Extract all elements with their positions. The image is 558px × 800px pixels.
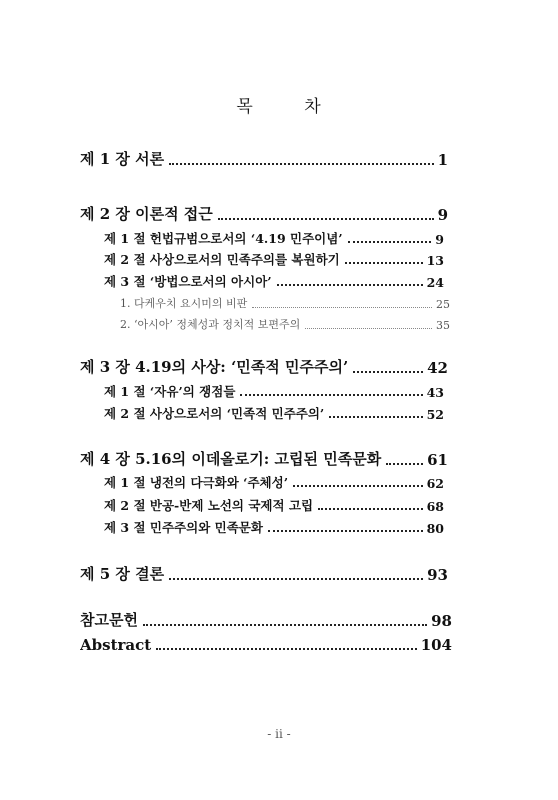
toc-entry-label: 2. ‘아시아’ 정체성과 정치적 보편주의: [120, 318, 301, 331]
toc-entry-subsection-2-3-2[interactable]: [120, 316, 450, 332]
toc-entry-label: 제 2 절 사상으로서의 민족주의를 복원하기: [104, 252, 340, 267]
toc-entry-section-3-1[interactable]: [104, 382, 444, 400]
dot-leader: [169, 578, 423, 580]
dot-leader: [345, 262, 423, 264]
dot-leader: [353, 371, 423, 373]
toc-entry-label: 제 3 절 ‘방법으로서의 아시아’: [104, 274, 272, 289]
toc-entry-section-3-2[interactable]: [104, 404, 444, 422]
toc-entry-label: 제 1 절 ‘자유’의 쟁점들: [104, 384, 236, 399]
toc-entry-page: 35: [436, 319, 450, 332]
toc-entry-chapter-4[interactable]: [80, 448, 448, 469]
dot-leader: [329, 416, 422, 418]
toc-entry-label: 제 5 장 결론: [80, 565, 165, 583]
dot-leader: [169, 163, 433, 165]
toc-entry-page: 9: [437, 206, 448, 224]
dot-leader: [277, 284, 423, 286]
toc-entry-section-2-3[interactable]: [104, 272, 444, 290]
dot-leader: [305, 328, 432, 329]
dot-leader: [252, 307, 432, 308]
dot-leader: [293, 485, 423, 487]
toc-entry-label: 제 3 장 4.19의 사상: ‘민족적 민주주의’: [80, 358, 349, 376]
toc-entry-page: 42: [427, 359, 448, 377]
toc-entry-page: 52: [426, 407, 444, 422]
dot-leader: [386, 463, 423, 465]
page-title: [0, 92, 558, 117]
page-title-part2: 차: [304, 97, 322, 117]
toc-entry-page: 13: [426, 253, 444, 268]
page-number: - ii -: [267, 727, 291, 741]
toc-entry-section-4-1[interactable]: [104, 473, 444, 491]
toc-entry-label: 참고문헌: [80, 611, 138, 629]
toc-entry-label: 제 3 절 민주주의와 민족문화: [104, 520, 263, 535]
toc-entry-page: 1: [437, 151, 448, 169]
toc-entry-label: 제 2 장 이론적 접근: [80, 205, 213, 223]
toc-entry-label: 제 1 절 냉전의 다극화와 ‘주체성’: [104, 475, 289, 490]
toc-entry-label: Abstract: [80, 636, 152, 654]
dot-leader: [143, 624, 427, 626]
toc-entry-page: 104: [420, 636, 452, 654]
toc-entry-label: 제 2 절 반공-반제 노선의 국제적 고립: [104, 498, 314, 513]
page-title-part1: 목: [236, 97, 254, 117]
toc-entry-references[interactable]: [80, 609, 452, 630]
toc-entry-page: 62: [426, 476, 444, 491]
dot-leader: [348, 241, 432, 243]
toc-entry-label: 제 1 장 서론: [80, 150, 165, 168]
toc-entry-label: 제 1 절 헌법규범으로서의 ‘4.19 민주이념’: [104, 231, 343, 246]
toc-entry-section-2-1[interactable]: [104, 229, 444, 247]
toc-entry-page: 80: [426, 521, 444, 536]
dot-leader: [218, 218, 434, 220]
toc-entry-section-4-3[interactable]: [104, 518, 444, 536]
toc-entry-section-2-2[interactable]: [104, 250, 444, 268]
toc-entry-page: 9: [435, 232, 444, 247]
toc-entry-chapter-1[interactable]: [80, 148, 448, 169]
toc-entry-chapter-2[interactable]: [80, 203, 448, 224]
toc-entry-page: 61: [427, 451, 448, 469]
toc-entry-section-4-2[interactable]: [104, 496, 444, 514]
toc-entry-label: 제 4 장 5.16의 이데올로기: 고립된 민족문화: [80, 450, 382, 468]
toc-entry-page: 98: [431, 612, 452, 630]
toc-entry-label: 1. 다케우치 요시미의 비판: [120, 297, 248, 310]
toc-entry-chapter-5[interactable]: [80, 563, 448, 584]
dot-leader: [156, 648, 417, 650]
dot-leader: [240, 394, 422, 396]
dot-leader: [268, 530, 423, 532]
toc-entry-abstract[interactable]: [80, 636, 452, 654]
dot-leader: [318, 508, 423, 510]
toc-entry-page: 93: [427, 566, 448, 584]
toc-entry-label: 제 2 절 사상으로서의 ‘민족적 민주주의’: [104, 406, 325, 421]
toc-entry-page: 68: [426, 499, 444, 514]
toc-entry-chapter-3[interactable]: [80, 356, 448, 377]
toc-entry-page: 24: [426, 275, 444, 290]
toc-entry-page: 43: [426, 385, 444, 400]
toc-entry-subsection-2-3-1[interactable]: [120, 295, 450, 311]
toc-entry-page: 25: [436, 298, 450, 311]
